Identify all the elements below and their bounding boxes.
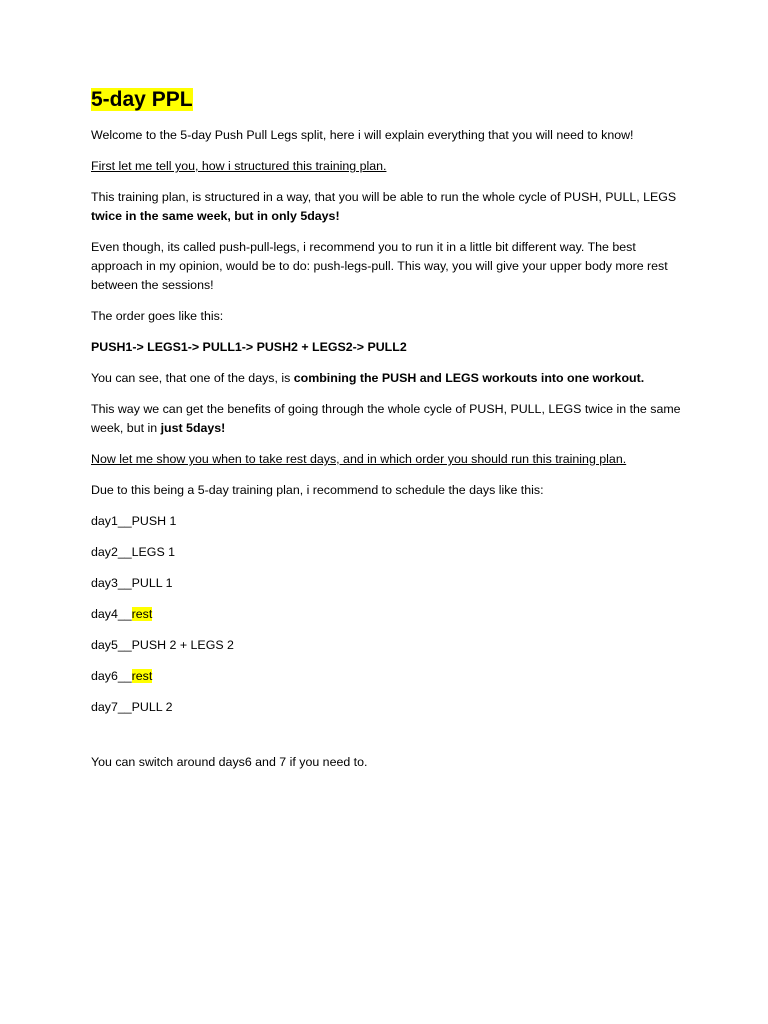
document-page <box>91 86 681 784</box>
closing-paragraph: You can switch around days6 and 7 if you need to. <box>91 755 368 769</box>
structure-heading: First let me tell you, how i structured this training plan. <box>91 159 387 173</box>
combine-bold-text: combining the PUSH and LEGS workouts into one workout. <box>293 371 645 385</box>
combine-text: You can see, that one of the days, is <box>91 371 294 385</box>
day-prefix: day7__ <box>91 700 132 714</box>
day-value: PUSH 2 + LEGS 2 <box>131 638 234 652</box>
day-value: PUSH 1 <box>131 514 177 528</box>
day-prefix: day3__ <box>91 576 132 590</box>
schedule-item-day5 <box>91 636 681 655</box>
benefits-paragraph <box>91 400 681 438</box>
order-intro: The order goes like this: <box>91 309 224 323</box>
structure-paragraph <box>91 188 681 226</box>
schedule-item-day1 <box>91 512 681 531</box>
schedule-item-day7 <box>91 698 681 717</box>
combine-paragraph <box>91 369 681 388</box>
day-value: PULL 1 <box>131 576 173 590</box>
rest-days-heading: Now let me show you when to take rest days, and in which order you should run this training plan. <box>91 452 627 466</box>
schedule-item-day2 <box>91 543 681 562</box>
day-value: PULL 2 <box>131 700 173 714</box>
benefits-text: This way we can get the benefits of going through the whole cycle of PUSH, PULL, LEGS twice in the same week, but in <box>91 402 681 435</box>
rest-highlight: rest <box>131 607 153 621</box>
rest-highlight: rest <box>131 669 153 683</box>
day-prefix: day2__ <box>91 545 132 559</box>
document-title <box>91 86 681 114</box>
structure-text: This training plan, is structured in a way, that you will be able to run the whole cycle of PUSH, PULL, LEGS <box>91 190 677 204</box>
schedule-item-day6 <box>91 667 681 686</box>
benefits-bold-text: just 5days! <box>160 421 226 435</box>
day-prefix: day4__ <box>91 607 132 621</box>
order-explanation-paragraph: Even though, its called push-pull-legs, i recommend you to run it in a little bit different way. The best approach in my opinion, would be to do: push-legs-pull. This way, you will give your upper body more rest between the sessions! <box>91 240 668 292</box>
blank-line <box>91 729 681 753</box>
day-prefix: day5__ <box>91 638 132 652</box>
day-prefix: day1__ <box>91 514 132 528</box>
schedule-intro: Due to this being a 5-day training plan, i recommend to schedule the days like this: <box>91 483 544 497</box>
intro-paragraph: Welcome to the 5-day Push Pull Legs split, here i will explain everything that you will need to know! <box>91 128 634 142</box>
order-sequence: PUSH1-> LEGS1-> PULL1-> PUSH2 + LEGS2-> PULL2 <box>91 340 407 354</box>
schedule-item-day3 <box>91 574 681 593</box>
title-highlight: 5-day PPL <box>91 88 193 111</box>
schedule-item-day4 <box>91 605 681 624</box>
day-prefix: day6__ <box>91 669 132 683</box>
structure-bold-text: twice in the same week, but in only 5days! <box>91 209 340 223</box>
day-value: LEGS 1 <box>131 545 176 559</box>
